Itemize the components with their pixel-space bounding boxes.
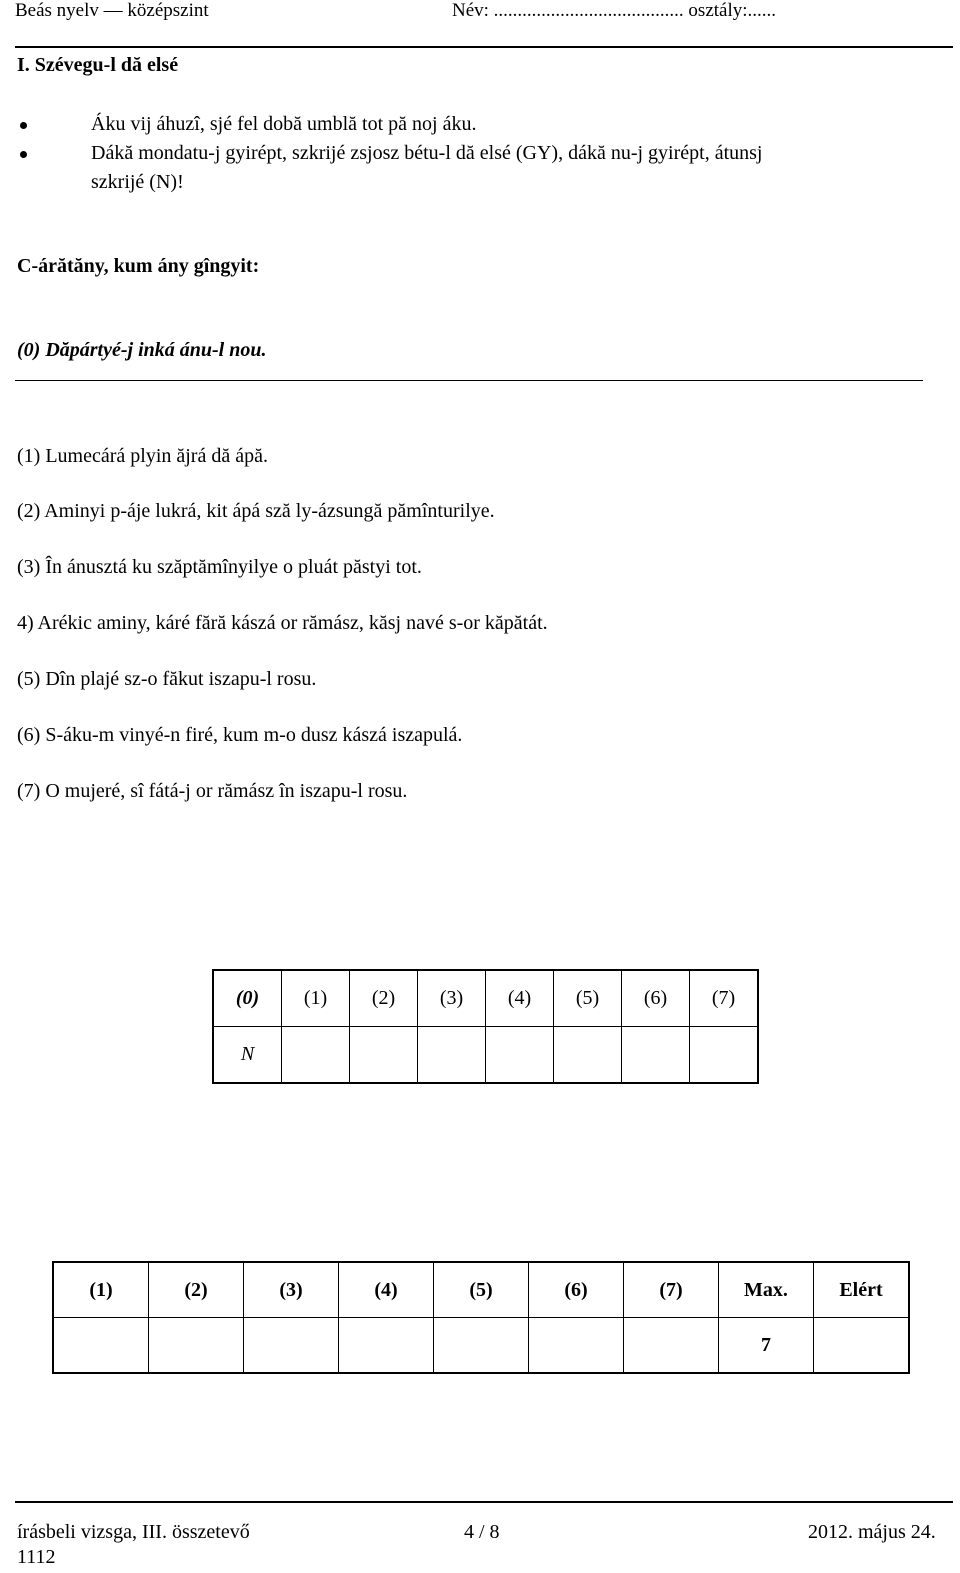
answer-cell-2[interactable] [350,1027,418,1084]
footer-rule [15,1501,953,1503]
statement-3: (3) În ánusztá ku szăptămînyilye o pluát păstyi tot. [17,556,422,578]
score-cell-achieved[interactable] [814,1318,910,1374]
footer-code: 1112 [17,1546,56,1568]
score-header-6: (6) [529,1262,624,1318]
score-cell-max: 7 [719,1318,814,1374]
answer-header-7: (7) [690,970,759,1027]
score-header-7: (7) [624,1262,719,1318]
statement-7: (7) O mujeré, sî fátá-j or rămász în iszapu-l rosu. [17,780,408,802]
score-header-achieved: Elért [814,1262,910,1318]
statement-6: (6) S-áku-m vinyé-n firé, kum m-o dusz kászá iszapulá. [17,724,463,746]
answer-cell-0: N [213,1027,282,1084]
score-cell-2[interactable] [149,1318,244,1374]
score-cell-1[interactable] [53,1318,149,1374]
answer-header-0: (0) [213,970,282,1027]
statement-1: (1) Lumecárá plyin ăjrá dă ápă. [17,445,268,467]
score-header-5: (5) [434,1262,529,1318]
answer-cell-1[interactable] [282,1027,350,1084]
statement-4: 4) Arékic aminy, káré fără kászá or rămász, kăsj navé s-or kăpătát. [17,612,548,634]
score-table-header-row [53,1262,909,1318]
score-cell-4[interactable] [339,1318,434,1374]
score-cell-5[interactable] [434,1318,529,1374]
score-header-max: Max. [719,1262,814,1318]
answer-cell-7[interactable] [690,1027,759,1084]
example-underline [15,380,923,381]
score-table-value-row [53,1318,909,1374]
score-table [52,1261,910,1374]
answer-cell-3[interactable] [418,1027,486,1084]
score-header-3: (3) [244,1262,339,1318]
header-rule [15,46,953,48]
answer-cell-5[interactable] [554,1027,622,1084]
answer-header-4: (4) [486,970,554,1027]
answer-table-header-row [213,970,758,1027]
section-title: I. Szévegu-l dă elsé [17,54,179,76]
score-cell-7[interactable] [624,1318,719,1374]
instruction-2: Dákă mondatu-j gyirépt, szkrijé zsjosz bétu-l dă elsé (GY), dákă nu-j gyirépt, átunsj [91,142,763,164]
answer-header-2: (2) [350,970,418,1027]
instruction-2-cont: szkrijé (N)! [91,171,184,193]
footer-page-number: 4 / 8 [464,1521,500,1543]
score-cell-3[interactable] [244,1318,339,1374]
score-cell-6[interactable] [529,1318,624,1374]
instruction-1: Áku vij áhuzî, sjé fel dobă umblă tot pă noj áku. [91,113,477,135]
statement-2: (2) Aminyi p-áje lukrá, kit ápá sză ly-ázsungă pămînturilye. [17,500,495,522]
statement-5: (5) Dîn plajé sz-o făkut iszapu-l rosu. [17,668,317,690]
answer-header-1: (1) [282,970,350,1027]
answer-header-3: (3) [418,970,486,1027]
footer-exam-part: írásbeli vizsga, III. összetevő [17,1521,250,1543]
header-subject: Beás nyelv — középszint [15,0,209,21]
header-name-class: Név: ........................................ osztály:...... [452,0,777,21]
score-header-4: (4) [339,1262,434,1318]
answer-header-6: (6) [622,970,690,1027]
example-sentence: (0) Dăpártyé-j inká ánu-l nou. [17,339,267,361]
example-heading: C-árătăny, kum ány gîngyit: [17,255,260,277]
answer-cell-6[interactable] [622,1027,690,1084]
bullet-icon [20,151,27,158]
answer-cell-4[interactable] [486,1027,554,1084]
score-header-1: (1) [53,1262,149,1318]
answer-table-answer-row [213,1027,758,1084]
bullet-icon [20,122,27,129]
score-header-2: (2) [149,1262,244,1318]
answer-header-5: (5) [554,970,622,1027]
answer-table [212,969,759,1084]
footer-date: 2012. május 24. [808,1521,936,1543]
